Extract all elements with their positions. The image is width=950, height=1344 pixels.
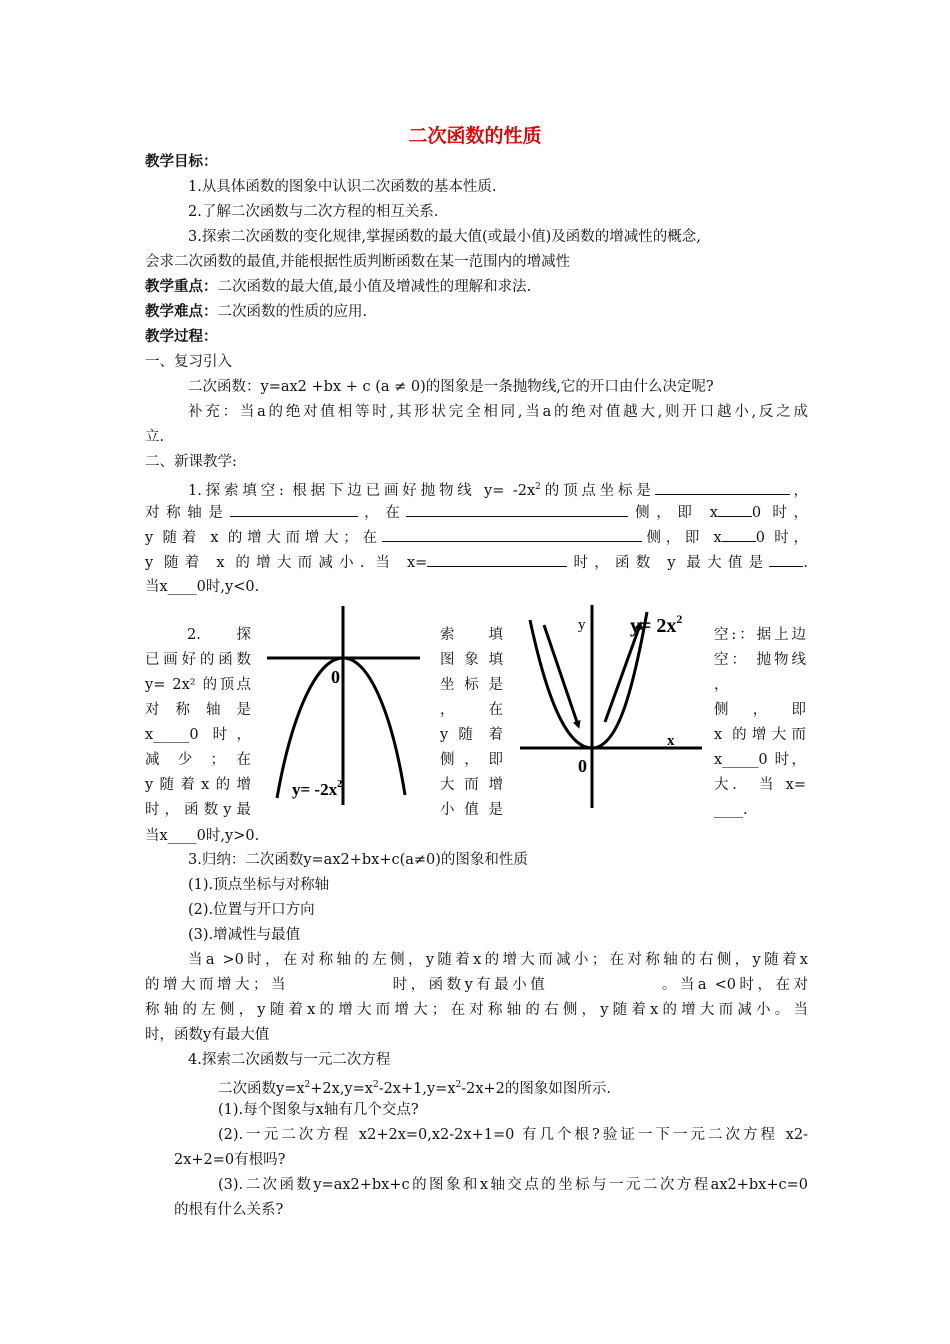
key-text: 二次函数的最大值,最小值及增减性的理解和求法. (217, 279, 532, 295)
difficult-point (145, 302, 367, 322)
goal-2: 2.了解二次函数与二次方程的相互关系. (188, 204, 439, 220)
q1-text: ，在 (357, 505, 407, 521)
q2-column-1 (145, 623, 251, 823)
q4-sub3-line1: (3).二次函数y=ax2+bx+c的图象和x轴交点的坐标与一元二次方程ax2+bx+c=0 (218, 1177, 808, 1193)
q3-heading: 3.归纳：二次函数y=ax2+bx+c(a≠0)的图象和性质 (188, 852, 528, 868)
difficult-label: 教学难点： (145, 304, 218, 320)
q2-col3-line: ____. (714, 802, 748, 818)
blank[interactable] (722, 527, 756, 542)
q4-sub3-line2: 的根有什么关系? (174, 1202, 284, 1218)
q4-text: -2x+2的图象如图所示. (461, 1080, 612, 1097)
q1-line4: y 随着 x 的增大而减小. 当 x= 时，函数 y 最大值是 . (145, 552, 808, 573)
graph1-eq-sup: 2 (337, 779, 343, 790)
origin-label: 0 (578, 756, 587, 776)
q3-para-line3: 称轴的左侧，y随着x的增大而增大；在对称轴的右侧，y随着x的增大而减小。当 (145, 1002, 808, 1018)
y-axis-label: y (578, 617, 586, 633)
q4-sup: 2 (304, 1080, 311, 1090)
q1-line5: 当x____0时,y<0. (145, 579, 260, 595)
x-axis-label: x (667, 733, 675, 749)
q2-last-line: 当x____0时,y>0. (145, 828, 260, 844)
blank[interactable] (427, 552, 567, 567)
q2-col2-line: 侧，即 (440, 752, 503, 768)
key-label: 教学重点： (145, 279, 218, 295)
q3-item-1: (1).顶点坐标与对称轴 (188, 877, 330, 893)
graph2-equation (630, 612, 682, 637)
q1-sup: 2 (535, 482, 541, 492)
q1-text: 0 时， (751, 505, 808, 521)
page-title: 二次函数的性质 (408, 125, 542, 147)
q1-text: 侧，即 x (628, 505, 718, 521)
graph2-eq-sup: 2 (676, 612, 683, 626)
q2-col3-line: x_____0 时， (714, 752, 806, 768)
q3-para-line4: 时，函数y有最大值 (145, 1027, 270, 1043)
q2-column-3 (714, 623, 806, 823)
q2-col3-line: 空:：据上边 (714, 627, 806, 643)
q2-col1-line: 2. 探 (187, 627, 251, 643)
q2-col2-line: y 随 着 (440, 727, 503, 743)
q1-text: y 随着 x 的增大而增大；在 (145, 530, 382, 546)
q2-col1-line: 对 称 轴 是 (145, 702, 251, 718)
q4-text: +2x,y=x (310, 1080, 373, 1097)
q3-text: 时，函数y有最小值 (389, 977, 549, 993)
graph2-eq-text: y= 2x (630, 615, 677, 637)
q2-col3-line: x 的增大而 (714, 727, 806, 743)
blank[interactable] (382, 527, 642, 542)
blank[interactable] (769, 552, 803, 567)
q4-sup: 2 (455, 1080, 462, 1090)
q2-col2-line: ， 在 (440, 702, 503, 718)
q4-sub1: (1).每个图象与x轴有几个交点? (218, 1102, 419, 1118)
q2-col2-line: 图 象 填 (440, 652, 503, 668)
q3-text: 的增大而增大；当 (145, 977, 290, 993)
q3-para-line2 (145, 975, 808, 995)
section1-line3: 立. (145, 429, 165, 445)
q2-col3-line: 大． 当 x= (714, 777, 806, 793)
q2-col2-line: 索 填 (440, 627, 503, 643)
q4-heading: 4.探索二次函数与一元二次方程 (188, 1052, 391, 1068)
section1-line2: 补充：当a的绝对值相等时,其形状完全相同,当a的绝对值越大,则开口越小,反之成 (188, 404, 808, 420)
q1-text: 侧，即 x (641, 530, 722, 546)
blank[interactable] (718, 502, 752, 517)
q2-col2-line: 大 而 增 (440, 777, 503, 793)
q4-sub2-line2: 2x+2=0有根吗? (174, 1152, 286, 1168)
q3-item-2: (2).位置与开口方向 (188, 902, 315, 918)
q2-col1-line: y= 2x² 的顶点 (145, 677, 251, 693)
origin-label: 0 (331, 667, 340, 687)
difficult-text: 二次函数的性质的应用. (217, 304, 368, 320)
section2-heading: 二、新课教学: (145, 454, 237, 470)
q3-text: 。当a <0时，在对 (658, 977, 809, 993)
goals-heading: 教学目标： (145, 154, 218, 170)
q2-col3-line: ， (714, 677, 729, 693)
q1-line3 (145, 527, 808, 548)
q1-text: 的顶点坐标是 (540, 482, 655, 499)
blank[interactable] (406, 502, 628, 517)
goal-3: 3.探索二次函数的变化规律,掌握函数的最大值(或最小值)及函数的增减性的概念, (188, 229, 701, 245)
q2-column-2 (440, 623, 503, 823)
graph-y-2x2 (512, 600, 712, 815)
q4-intro (218, 1075, 611, 1099)
q2-col1-line: x_____0 时， (145, 727, 251, 743)
goal-3-cont: 会求二次函数的最值,并能根据性质判断函数在某一范围内的增减性 (145, 254, 571, 270)
graph-y-neg-2x2 (262, 603, 427, 808)
q1-line1: 1.探索填空: 根据下边已画好抛物线 $y= -2x^2$的顶点坐标是 ， (188, 477, 808, 501)
section1-heading: 一、复习引入 (145, 354, 232, 370)
q4-text: 二次函数y=x (218, 1080, 305, 1097)
graph1-eq-text: y= -2x (292, 780, 338, 799)
goal-1: 1.从具体函数的图象中认识二次函数的基本性质. (188, 179, 497, 195)
parabola-curve (277, 658, 405, 798)
blank[interactable] (230, 502, 358, 517)
q2-col1-line: 减 少 ； 在 (145, 752, 251, 768)
q2-col3-line: 空： 抛物线 (714, 652, 806, 668)
q4-sub2-line1: (2).一元二次方程 x2+2x=0,x2-2x+1=0 有几个根?验证一下一元二次方程 x2- (218, 1127, 808, 1143)
q2-col1-line: 已画好的函数 (145, 652, 251, 668)
q1-text: 0 时， (755, 530, 808, 546)
q3-para-line1: 当a >0时，在对称轴的左侧，y随着x的增大而减小；在对称轴的右侧，y随着x (188, 952, 808, 968)
q2-col2-line: 小 值 是 (440, 802, 503, 818)
q1-text: 1.探索填空: 根据下边已画好抛物线 y= -2x (188, 482, 536, 499)
process-heading: 教学过程： (145, 329, 218, 345)
q3-item-3: (3).增减性与最值 (188, 927, 301, 943)
q1-text: 时，函数 y 最大值是 (567, 555, 770, 571)
q2-col1-line: y随着x的增 (145, 777, 251, 793)
q1-text: 对称轴是 (145, 505, 230, 521)
key-point (145, 277, 531, 297)
blank[interactable] (655, 480, 790, 495)
q1-line2 (145, 502, 808, 523)
q2-col2-line: 坐 标 是 (440, 677, 503, 693)
graph1-equation (292, 779, 342, 799)
q2-col1-line: 时，函数y最 (145, 802, 251, 818)
q1-text: y 随着 x 的增大而减小. 当 x= (145, 555, 428, 571)
q2-col3-line: 侧 ， 即 (714, 702, 806, 718)
section1-line1: 二次函数：y=ax2 +bx + c (a ≠ 0)的图象是一条抛物线,它的开口由什么决定呢? (188, 379, 714, 395)
q4-sup: 2 (372, 1080, 379, 1090)
arrow-down-left (544, 625, 578, 725)
q4-text: -2x+1,y=x (378, 1080, 456, 1097)
